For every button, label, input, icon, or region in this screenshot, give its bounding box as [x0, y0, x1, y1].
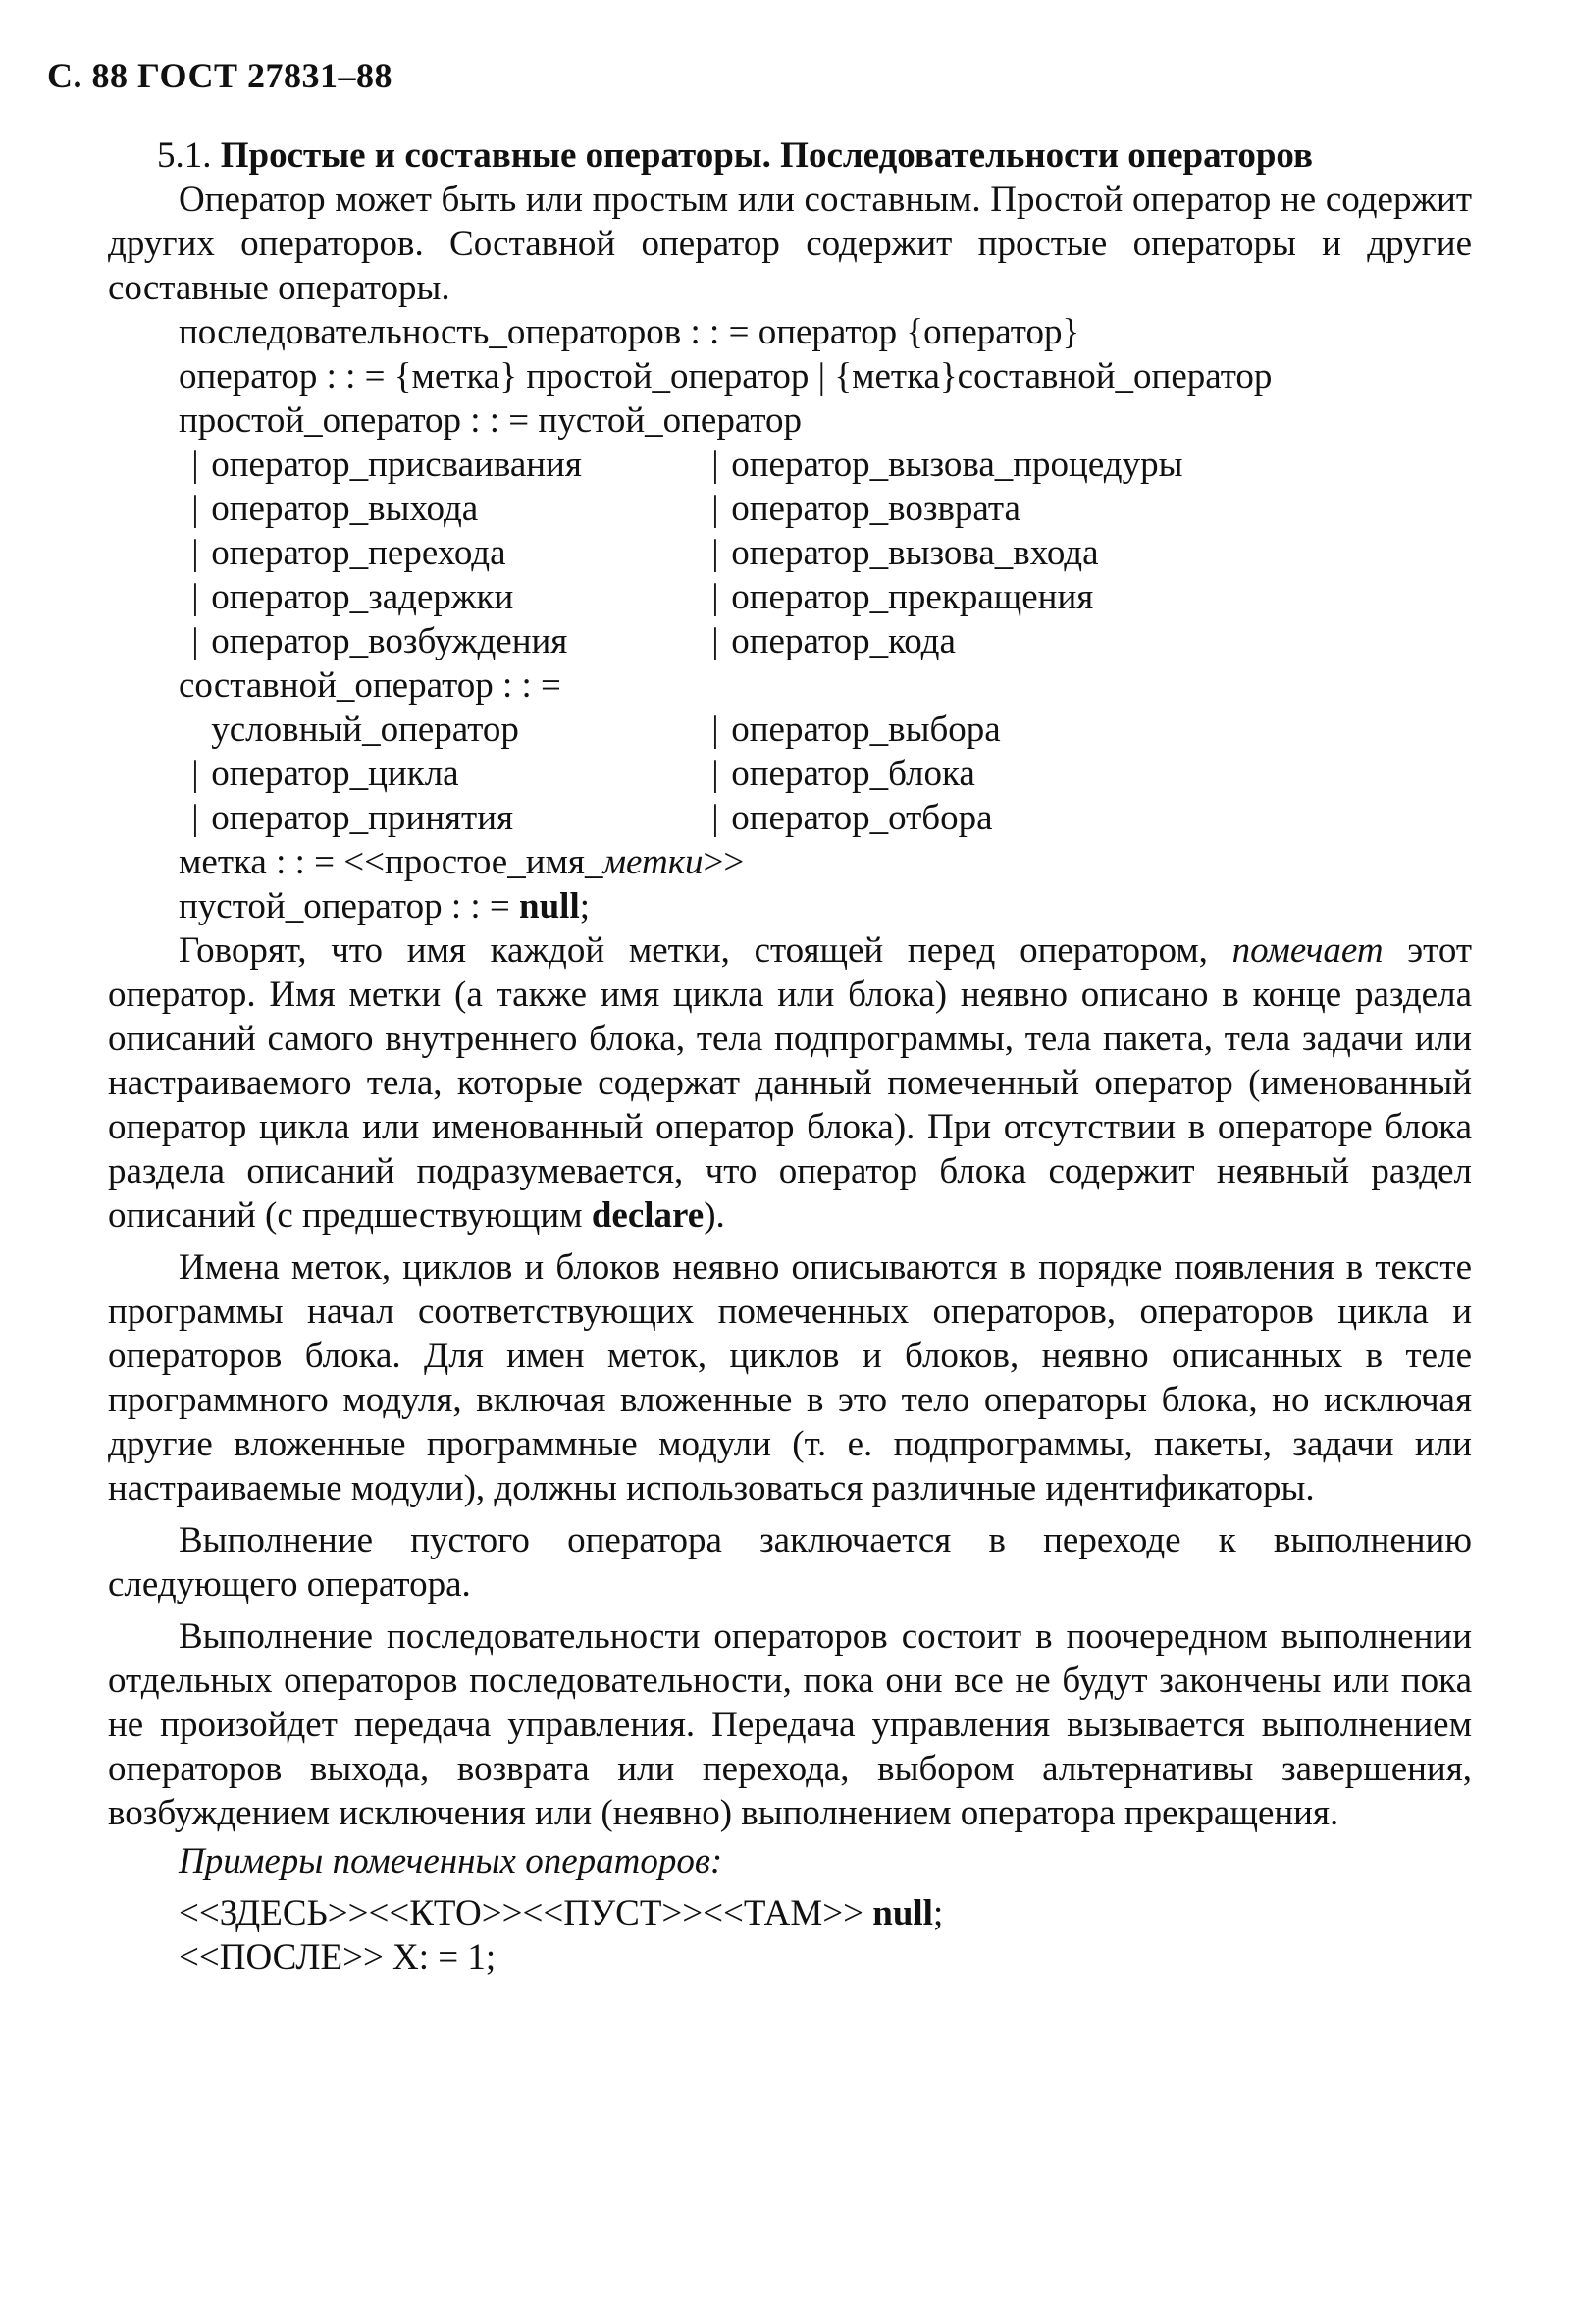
- example-code-line: <<ПОСЛЕ>> X: = 1;: [179, 1937, 497, 1978]
- grammar-row: | оператор_задержки | оператор_прекращения: [191, 577, 1094, 617]
- section-title: Простые и составные операторы. Последовательности операторов: [220, 135, 1313, 176]
- paragraph-labels: Говорят, что имя каждой метки, стоящей перед оператором, помечает этот оператор. Имя метки (а также имя цикла или блока) неявно описано в конце раздела описаний самого внутреннего блока, тела подпрограммы, тела пакета, тела задачи или настраиваемого тела, которые содержат данный помеченный оператор (именованный оператор цикла или именованный оператор блока). При отсутствии в операторе блока раздела описаний подразумевается, что оператор блока содержит неявный раздел описаний (с предшествующим declare).: [108, 930, 1473, 1236]
- grammar-alt: оператор_выбора: [731, 710, 1001, 750]
- grammar-row: | оператор_принятия | оператор_отбора: [191, 798, 993, 838]
- grammar-rule-sequence: последовательность_операторов : : = оператор {оператор}: [179, 312, 1080, 352]
- grammar-rule-compound-head: составной_оператор : : =: [179, 665, 561, 706]
- grammar-alt: оператор_возбуждения: [211, 621, 568, 661]
- grammar-alt: оператор_вызова_процедуры: [731, 445, 1183, 485]
- section-heading: [108, 133, 1472, 178]
- grammar-alt: оператор_принятия: [211, 798, 514, 838]
- compound-statement-alternatives: [188, 708, 1001, 840]
- grammar-block: [108, 310, 1472, 928]
- grammar-alt: оператор_вызова_входа: [731, 533, 1099, 573]
- grammar-alt: оператор_выхода: [211, 489, 479, 529]
- grammar-alt: оператор_присваивания: [211, 445, 582, 485]
- page-header: С. 88 ГОСТ 27831–88: [47, 56, 392, 95]
- grammar-alt: оператор_отбора: [731, 798, 993, 838]
- grammar-alt: оператор_возврата: [731, 489, 1020, 529]
- grammar-alt: оператор_блока: [731, 754, 975, 794]
- simple-statement-alternatives: [188, 443, 1182, 663]
- grammar-rule-statement: оператор : : = {метка} простой_оператор | {метка}составной_оператор: [179, 356, 1273, 396]
- grammar-alt: оператор_цикла: [211, 754, 459, 794]
- grammar-row: | оператор_возбуждения | оператор_кода: [191, 621, 956, 661]
- example-code-line: <<ЗДЕСЬ>><<КТО>><<ПУСТ>><<ТАМ>> null;: [179, 1893, 944, 1933]
- grammar-row: | оператор_присваивания | оператор_вызова_процедуры: [191, 445, 1183, 485]
- grammar-rule-label: метка : : = <<простое_имя_метки>>: [179, 842, 745, 882]
- grammar-alt: оператор_задержки: [211, 577, 514, 617]
- paragraph-implicit-names: Имена меток, циклов и блоков неявно описываются в порядке появления в тексте программы начал соответствующих помеченных операторов, операторов цикла и операторов блока. Для имен меток, циклов и блоков, неявно описанных в теле программного модуля, включая вложенные в это тело операторы блока, но исключая другие вложенные программные модули (т. е. подпрограммы, пакеты, задачи или настраиваемые модули), должны использоваться различные идентификаторы.: [108, 1247, 1472, 1508]
- paragraph-sequence-execution: Выполнение последовательности операторов состоит в поочередном выполнении отдельных операторов последовательности, пока они все не будут закончены или пока не произойдет передача управления. Передача управления вызывается выполнением операторов выхода, возврата или перехода, выбором альтернативы завершения, возбуждением исключения или (неявно) выполнением оператора прекращения.: [108, 1616, 1472, 1833]
- grammar-alt: оператор_кода: [731, 621, 956, 661]
- grammar-row: | оператор_выхода | оператор_возврата: [191, 489, 1020, 529]
- section-number: 5.1.: [157, 135, 212, 176]
- grammar-alt: условный_оператор: [211, 710, 519, 750]
- examples-heading: Примеры помеченных операторов:: [179, 1841, 723, 1881]
- grammar-alt: оператор_перехода: [211, 533, 506, 573]
- grammar-alt: оператор_прекращения: [731, 577, 1094, 617]
- intro-paragraph: Оператор может быть или простым или составным. Простой оператор не содержит других операторов. Составной оператор содержит простые операторы и другие составные операторы.: [108, 180, 1472, 308]
- paragraph-null-statement: Выполнение пустого оператора заключается в переходе к выполнению следующего оператора.: [108, 1520, 1472, 1605]
- grammar-rule-simple-head: простой_оператор : : = пустой_оператор: [179, 400, 802, 441]
- grammar-row: | оператор_перехода | оператор_вызова_входа: [191, 533, 1099, 573]
- grammar-rule-null: пустой_оператор : : = null;: [179, 886, 591, 926]
- grammar-row: условный_оператор | оператор_выбора: [211, 710, 1001, 750]
- grammar-row: | оператор_цикла | оператор_блока: [191, 754, 975, 794]
- document-body: [108, 133, 1472, 1980]
